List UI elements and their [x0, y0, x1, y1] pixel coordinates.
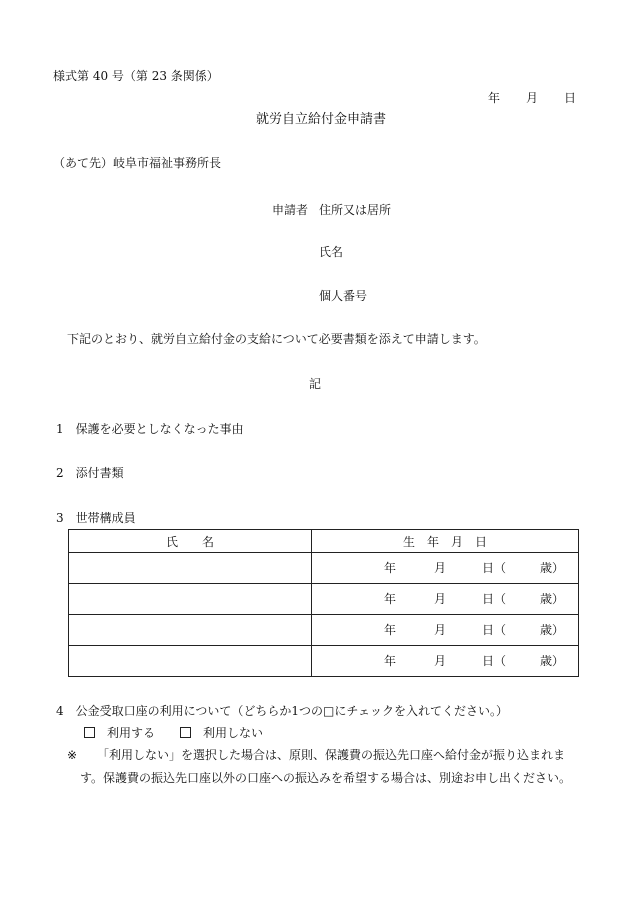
note-line-2: す。保護費の振込先口座以外の口座への振込みを希望する場合は、別途お申し出ください。	[80, 771, 572, 785]
month-label: 月	[434, 623, 447, 637]
note-mark: ※	[67, 748, 78, 762]
date-year-label: 年	[488, 91, 501, 105]
year-label: 年	[384, 592, 397, 606]
ki-heading: 記	[309, 377, 322, 391]
page-title: 就労自立給付金申請書	[256, 112, 387, 127]
age-label: 歳）	[540, 592, 565, 606]
member-birthdate-cell[interactable]	[312, 553, 579, 584]
household-members-table	[68, 529, 579, 677]
day-label: 日（	[482, 623, 507, 637]
year-label: 年	[384, 623, 397, 637]
table-row	[69, 646, 579, 677]
day-label: 日（	[482, 654, 507, 668]
table-row	[69, 584, 579, 615]
member-birthdate-cell[interactable]	[312, 584, 579, 615]
id-number-label: 個人番号	[319, 289, 368, 303]
month-label: 月	[434, 592, 447, 606]
use-checkbox[interactable]	[84, 727, 95, 738]
address-label: 住所又は居所	[319, 203, 392, 217]
addressee: （あて先）岐阜市福祉事務所長	[53, 156, 222, 170]
header-birthdate: 生 年 月 日	[312, 530, 579, 553]
year-label: 年	[384, 654, 397, 668]
not-use-checkbox[interactable]	[180, 727, 191, 738]
note-line-1: 「利用しない」を選択した場合は、原則、保護費の振込先口座へ給付金が振り込まれま	[97, 748, 566, 762]
day-label: 日（	[482, 561, 507, 575]
member-name-cell[interactable]	[69, 584, 312, 615]
header-name: 氏 名	[69, 530, 312, 553]
month-label: 月	[434, 561, 447, 575]
option-use-label: 利用する	[107, 726, 156, 740]
age-label: 歳）	[540, 654, 565, 668]
applicant-label: 申請者	[272, 203, 309, 217]
member-birthdate-cell[interactable]	[312, 615, 579, 646]
age-label: 歳）	[540, 623, 565, 637]
member-birthdate-cell[interactable]	[312, 646, 579, 677]
date-day-label: 日	[564, 91, 577, 105]
name-label: 氏名	[319, 245, 344, 259]
section-2-attachments: 2 添付書類	[56, 466, 124, 480]
date-month-label: 月	[526, 91, 539, 105]
section-3-household: 3 世帯構成員	[56, 511, 136, 525]
section-4-public-account: 4 公金受取口座の利用について（どちらか1つの□にチェックを入れてください。）	[56, 704, 509, 718]
year-label: 年	[384, 561, 397, 575]
table-header-row	[69, 530, 579, 553]
age-label: 歳）	[540, 561, 565, 575]
month-label: 月	[434, 654, 447, 668]
member-name-cell[interactable]	[69, 646, 312, 677]
option-not-use[interactable]	[180, 727, 263, 739]
form-number: 様式第 40 号（第 23 条関係）	[53, 69, 219, 83]
member-name-cell[interactable]	[69, 615, 312, 646]
member-name-cell[interactable]	[69, 553, 312, 584]
section-1-reason: 1 保護を必要としなくなった事由	[56, 422, 244, 436]
intro-text: 下記のとおり、就労自立給付金の支給について必要書類を添えて申請します。	[67, 332, 486, 346]
table-row	[69, 553, 579, 584]
option-not-use-label: 利用しない	[203, 726, 264, 740]
day-label: 日（	[482, 592, 507, 606]
option-use[interactable]	[84, 727, 155, 739]
table-row	[69, 615, 579, 646]
